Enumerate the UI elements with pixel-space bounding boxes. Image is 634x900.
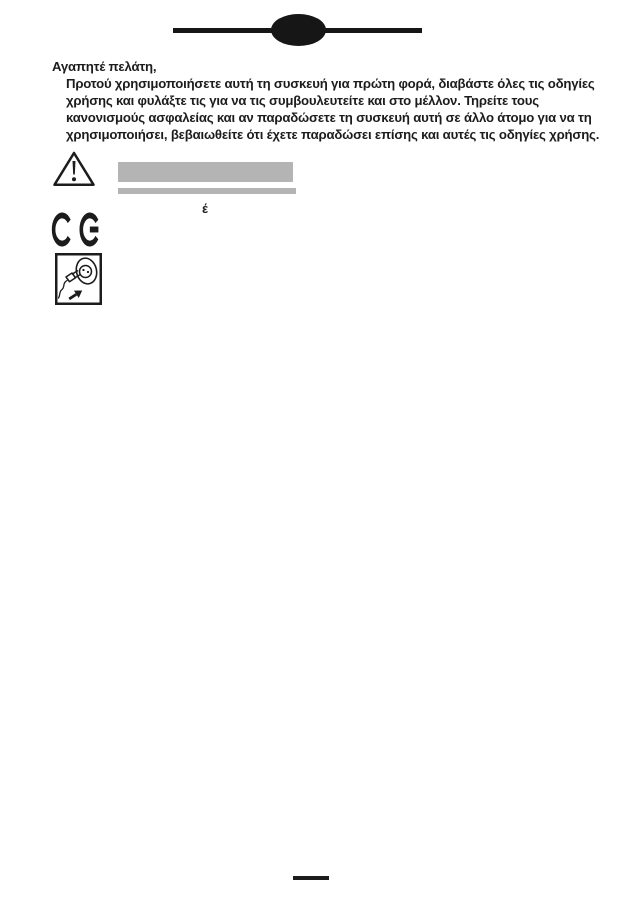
- redacted-bar-thin: [118, 188, 296, 194]
- redacted-bar-thick: [118, 162, 293, 182]
- intro-line: κανονισμούς ασφαλείας και αν παραδώσετε τη συσκευή αυτή σε άλλο άτομο για να τη: [66, 110, 592, 125]
- intro-line: Προτού χρησιμοποιήσετε αυτή τη συσκευή για πρώτη φορά, διαβάστε όλες τις οδηγίες: [66, 76, 595, 91]
- ce-marking-icon: [50, 211, 102, 248]
- intro-line: χρήσης και φυλάξτε τις για να τις συμβουλευτείτε και στο μέλλον. Τηρείτε τους: [66, 93, 539, 108]
- unplug-icon: [55, 253, 102, 305]
- footer-divider: [293, 876, 329, 880]
- intro-line: χρησιμοποιήσει, βεβαιωθείτε ότι έχετε παραδώσει επίσης και αυτές τις οδηγίες χρήσης.: [66, 127, 600, 142]
- warning-triangle-icon: [52, 150, 96, 188]
- ornament-ellipse: [271, 14, 326, 46]
- stray-character: έ: [202, 201, 208, 216]
- salutation-text: Αγαπητέ πελάτη,: [52, 59, 157, 74]
